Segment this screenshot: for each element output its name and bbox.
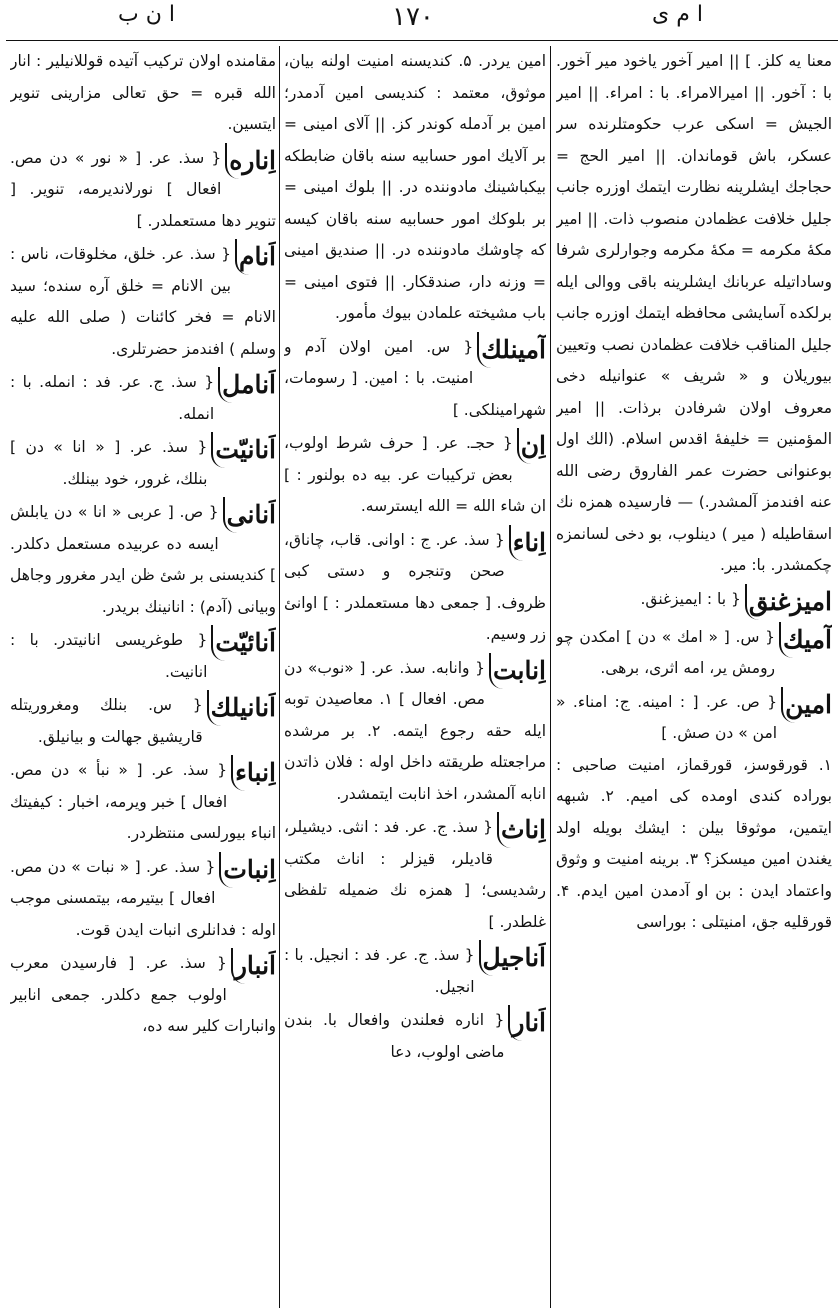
entry-headword: اِن <box>517 428 546 464</box>
entry-definition: { س. بنلك ومغروريتله قاريشيق جهالت و بيانيلق. <box>10 696 203 746</box>
entry-headword: آمينلك <box>477 332 546 368</box>
dictionary-entry <box>284 428 546 523</box>
dictionary-entry <box>10 852 276 947</box>
entry-headword: اَنانيلك <box>207 690 276 726</box>
header-guide-letters-right: ا م ی <box>652 2 703 27</box>
dictionary-entry <box>10 367 276 430</box>
entry-headword: اَنائيّت <box>211 625 276 661</box>
dictionary-entry <box>10 948 276 1043</box>
entry-definition: { سذ. عر. [ « نور » دن مص. افعال ] نورلانديرمه، تنوير. [ تنوير دها مستعملدر. ] <box>10 148 276 230</box>
entry-definition-continued: ۱. قورقوسز، قورقماز، امنيت صاحبى : بوراده كندى اومده كى اميم. ۲. شبهه ايتمين، موثوقا بيلن : ايشك بويله اولد يغندن امين ميسكز؟ ۳. برينه امنيت و وثوق واعتماد ايدن : بن او آدمدن امين ايدم. ۴. قورقليه جق، امنيتلى : بوراسى <box>556 755 832 931</box>
dictionary-entry <box>10 143 276 238</box>
header-rule <box>6 40 838 41</box>
entry-headword: اِنابت <box>489 653 546 689</box>
entry-headword: آميك <box>779 622 832 658</box>
entry-headword: اَناجيل <box>479 940 546 976</box>
entry-text: معنا يه كلز. ] || امير آخور ياخود مير آخور. با : آخور. || اميرالامراء. با : امراء. || امير الجيش = اسكى عرب حكومتلرنده سر عسكر، باش قوماندان. || امير الحج = حجاجك ايشلرينه نظارت ايتمك اوزره جانب جليل خلافت عظمادن منصوب ذات. || امير مكهٔ مكرمه = مكهٔ مكرمه وجوارلرى شرفا وساداتيله عربانك ايشلرينه باقى ووالى ايله برلكده آسايشى محافظه ايتمك اوزره جانب جليل المناقب خلافت عظمادن نصب وتعيين بيوريلان و « شريف » عنوانيله دخى معروف اولان شرفادن برذات. || امير المؤمنين = خليفهٔ اقدس اسلام. (الك اول بوعنوانى حضرت عمر الفاروق رضى الله عنه افندمز آلمشدر.) — فارسيده همزه نك اسقاطيله ( مير ) دينلوب، بو دخى لسانمزه چكمشدر. با: مير. <box>556 52 832 574</box>
entry-definition: { با : ايميزغنق. <box>640 589 741 608</box>
dictionary-entry <box>284 812 546 938</box>
entry-headword: اِنباء <box>231 755 276 791</box>
entry-text: مقامنده اولان تركيب آتيده قوللانيلير : انار الله قبره = حق تعالى مزارينى تنوير ايتسين. <box>10 52 276 133</box>
entry-definition: { سذ. عر. [ « نبأ » دن مص. افعال ] خبر ويرمه، اخبار : كيفيتك انباء بيورلسى منتظردر. <box>10 761 276 842</box>
dictionary-entry <box>10 690 276 753</box>
dictionary-entry <box>10 755 276 850</box>
entry-definition: { سذ. عر. [ « نبات » دن مص. افعال ] بيتيرمه، بيتمسنى موجب اوله : فدانلرى انبات ايدن قوت. <box>10 857 276 939</box>
page-header <box>0 0 840 40</box>
column-middle <box>284 46 546 1308</box>
entry-definition: { سذ. ج. عر. فد : انجيل. با : انجيل. <box>284 946 475 996</box>
entry-headword: اِناث <box>497 812 546 848</box>
dictionary-entry <box>10 432 276 495</box>
dictionary-entry <box>284 332 546 427</box>
dictionary-entry <box>284 653 546 811</box>
page-number: ۱۷۰ <box>392 2 434 32</box>
dictionary-entry <box>10 497 276 623</box>
entry-definition: { ص. [ عربى « انا » دن يابلش ايسه ده عربيده مستعمل دكلدر. ] كنديسنى بر شئ ظن ايدر مغرور وجاهل وبيانى (آدم) : انانينك بريدر. <box>10 503 276 616</box>
continued-entry <box>10 46 276 141</box>
continued-entry <box>556 46 832 582</box>
entry-definition: { سذ. عر. [ « انا » دن ] بنلك، غرور، خود بينلك. <box>10 438 208 488</box>
column-left <box>10 46 276 1308</box>
entry-text: امين يردر. ۵. كنديسنه امنيت اولنه بيان، موثوق، معتمد : كنديسى امين آدمدر؛ امين بر آدمله كوندر كز. || آلاى امينى = بر آلايك امور حسابيه سنه باقان ضابطكه بيكباشينك مادوننده در. || بلوك امينى = بر بلوكك امور حسابيه سنه باقان كيسه كه چاوشك مادوننده در. || صنديق امينى = وزنه دار، صندقكار. || فتوى امينى = باب مشيخته علمادن بيوك مأمور. <box>284 52 546 322</box>
entry-headword: اَنانى <box>223 497 276 533</box>
entry-definition: { سذ. ج. عر. فد : انثى. ديشيلر، قاديلر، قيزلر : اناث مكتب رشديسى؛ [ همزه نك ضميله تلفظى غلطدر. ] <box>284 818 546 931</box>
entry-headword: اميزغنق <box>745 584 832 620</box>
dictionary-entry <box>284 525 546 651</box>
entry-headword: اَنبار <box>231 948 276 984</box>
entry-headword: امين <box>781 687 832 723</box>
entry-definition: { ص. عر. [ : امينه. ج: امناء. « امن » دن صش. ] <box>556 692 778 742</box>
dictionary-entry <box>556 687 832 939</box>
entry-definition: { سذ. ج. عر. فد : انمله. با : انمله. <box>10 373 215 423</box>
dictionary-entry <box>556 622 832 685</box>
dictionary-entry <box>10 625 276 688</box>
entry-definition: { س. [ « امك » دن ] امكدن چو رومش ير، امه اثرى، برهى. <box>556 627 776 677</box>
entry-headword: اَنار <box>508 1005 546 1041</box>
entry-definition: { سذ. عر. خلق، مخلوقات، ناس : بين الانام = خلق آره سنده؛ سيد الانام = فخر كائنات ( صلى الله عليه وسلم ) افندمز حضرتلرى. <box>10 245 276 358</box>
entry-definition: { حجـ. عر. [ حرف شرط اولوب، بعض تركيبات عر. بيه ده بولنور : ] ان شاء الله = الله ايسترسه. <box>284 434 546 515</box>
entry-headword: اَنامل <box>218 367 276 403</box>
dictionary-entry <box>284 1005 546 1068</box>
column-divider <box>279 46 280 1308</box>
column-divider <box>550 46 551 1308</box>
header-guide-letters-left: ا ن ب <box>118 2 175 27</box>
dictionary-entry <box>556 584 832 620</box>
entry-definition: { طوغريسى انانيتدر. با : انانيت. <box>10 631 208 681</box>
entry-headword: اِناء <box>509 525 546 561</box>
entry-headword: اِنبات <box>219 852 276 888</box>
entry-definition: { سذ. عر. [ فارسيدن معرب اولوب جمع دكلدر. جمعى انابير وانبارات كلير سه ده، <box>10 954 276 1035</box>
continued-entry <box>284 46 546 330</box>
column-right <box>556 46 832 1308</box>
entry-definition: { س. امين اولان آدم و امنيت. با : امين. [ رسومات، شهرامينلكى. ] <box>284 337 546 419</box>
entry-headword: اِناره <box>225 143 276 179</box>
entry-definition: { وانابه. سذ. عر. [ «نوب» دن مص. افعال ] ۱. معاصيدن توبه ايله حقه رجوع ايتمه. ۲. بر مرشده مراجعتله طريقته داخل اوله : فلان ذاتدن انابه آلمشدر، اخذ انابت ايتمشدر. <box>284 658 546 803</box>
entry-definition: { سذ. عر. ج : اوانى. قاب، چاناق، صحن وتنجره و دستى كبى ظروف. [ جمعى دها مستعملدر : ] اوانئ زر وسيم. <box>284 530 546 643</box>
entry-definition: { اناره فعلندن وافعال با. بندن ماضى اولوب، دعا <box>284 1011 505 1061</box>
entry-headword: اَنانيّت <box>211 432 276 468</box>
dictionary-entry <box>284 940 546 1003</box>
dictionary-entry <box>10 239 276 365</box>
entry-headword: اَنام <box>235 239 276 275</box>
